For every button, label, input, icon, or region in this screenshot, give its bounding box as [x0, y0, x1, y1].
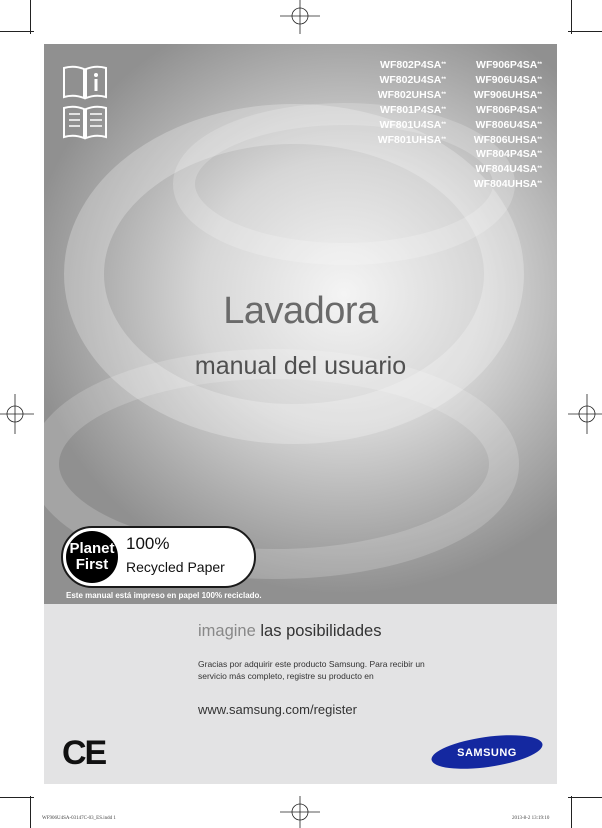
- model-number: WF801UHSA**: [377, 133, 446, 146]
- recycled-percent: 100%: [126, 534, 170, 553]
- crop-mark: [30, 0, 31, 34]
- model-number: WF906P4SA**: [476, 59, 542, 71]
- recycled-label: Recycled Paper: [126, 559, 225, 575]
- model-number: WF806U4SA**: [475, 118, 542, 131]
- registration-mark-icon: [280, 796, 320, 828]
- crop-mark: [571, 0, 572, 34]
- crop-mark: [0, 797, 34, 798]
- model-number: WF801U4SA**: [379, 118, 446, 131]
- model-number: WF806P4SA**: [476, 103, 542, 116]
- register-url[interactable]: www.samsung.com/register: [198, 702, 357, 717]
- info-book-icon: [62, 64, 108, 100]
- crop-mark: [571, 796, 572, 828]
- registration-mark-icon: [568, 394, 602, 434]
- model-number: WF802UHSA**: [377, 88, 446, 101]
- document-subtitle: manual del usuario: [194, 352, 407, 380]
- recycled-note: Este manual está impreso en papel 100% reciclado.: [66, 591, 262, 600]
- crop-mark: [0, 31, 34, 32]
- crop-mark: [30, 796, 31, 828]
- model-number: WF906U4SA**: [475, 73, 542, 86]
- model-number: WF802P4SA**: [380, 59, 446, 71]
- planet-first-line1: Planet: [69, 540, 115, 557]
- footer-date: 2013-8-2 13:19:10: [512, 816, 550, 821]
- model-number: WF804UHSA**: [473, 178, 542, 191]
- cover-panel: [44, 44, 557, 604]
- planet-first-badge: [61, 526, 256, 588]
- model-list-right: [474, 58, 542, 192]
- samsung-logo: [430, 734, 544, 770]
- planet-first-logo: [66, 531, 118, 583]
- model-list-left: [378, 58, 446, 147]
- ce-mark: CE: [62, 734, 106, 772]
- lower-panel: [44, 604, 557, 784]
- document-title: Lavadora: [223, 290, 378, 332]
- model-number: WF806UHSA**: [473, 133, 542, 146]
- model-number: WF804U4SA**: [475, 163, 542, 176]
- registration-mark-icon: [0, 394, 34, 434]
- crop-mark: [568, 797, 602, 798]
- tagline-imagine: imagine: [198, 622, 256, 640]
- registration-mark-icon: [280, 0, 320, 34]
- open-book-icon: [62, 104, 108, 140]
- model-number: WF906UHSA**: [473, 88, 542, 101]
- planet-first-line2: First: [75, 556, 109, 573]
- tagline: [198, 622, 381, 641]
- model-number: WF802U4SA**: [379, 73, 446, 86]
- model-number: WF801P4SA**: [380, 103, 446, 116]
- svg-text:SAMSUNG: SAMSUNG: [457, 747, 517, 759]
- tagline-rest: las posibilidades: [260, 622, 382, 640]
- crop-mark: [568, 31, 602, 32]
- thank-you-text: Gracias por adquirir este producto Samsung. Para recibir un servicio más completo, registre su producto en: [198, 659, 425, 681]
- model-number: WF804P4SA**: [476, 148, 542, 161]
- footer-file-name: WF906U4SA-03147C-03_ES.indd 1: [42, 816, 116, 821]
